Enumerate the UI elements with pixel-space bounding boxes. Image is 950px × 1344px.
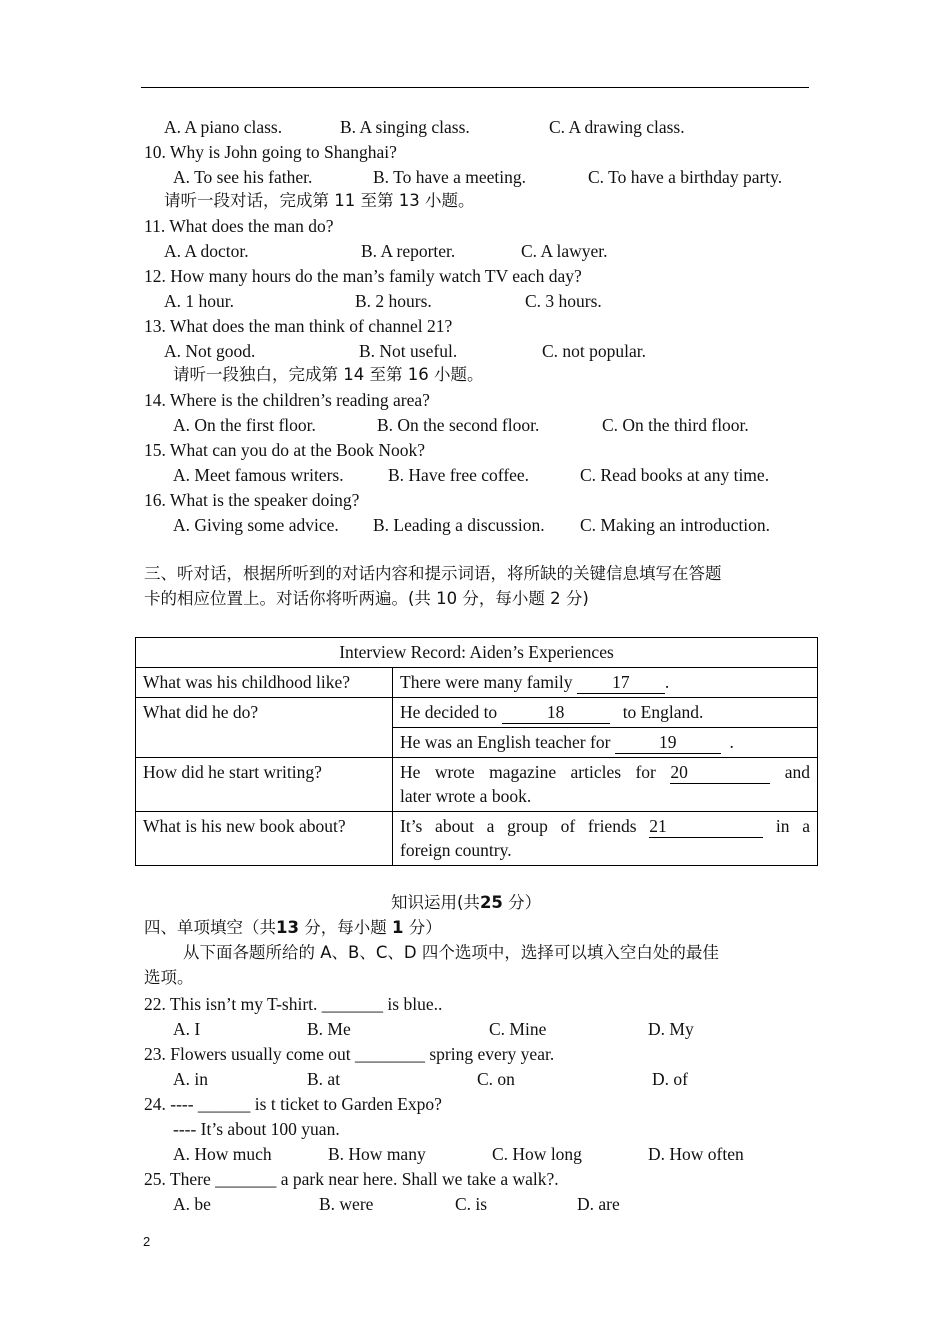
table-answer: There were many family 17 . [393,668,818,698]
q22-option-c: C. Mine [489,1019,547,1039]
q16-option-a: A. Giving some advice. [173,515,339,535]
section4-instruction-line1: 从下面各题所给的 A、B、C、D 四个选项中，选择可以填入空白处的最佳 [183,943,719,962]
q25-option-b: B. were [319,1194,374,1214]
blank-19: 19 [615,734,721,754]
table-answer: It’s about a group of friends 21 in a foreign country. [393,812,818,866]
section4-instruction-line2: 选项。 [144,968,194,987]
table-answer: He was an English teacher for 19 . [393,728,818,758]
q22-stem: 22. This isn’t my T-shirt. _______ is blue.. [144,994,443,1014]
table-row [136,758,818,812]
interview-record-table [135,637,818,866]
q10-option-a: A. To see his father. [173,167,313,187]
q14-option-c: C. On the third floor. [602,415,749,435]
table-question: What is his new book about? [136,812,393,866]
q14-stem: 14. Where is the children’s reading area? [144,390,430,410]
table-question: How did he start writing? [136,758,393,812]
q10-stem: 10. Why is John going to Shanghai? [144,142,397,162]
q24-option-c: C. How long [492,1144,582,1164]
table-title: Interview Record: Aiden’s Experiences [136,638,818,668]
q15-option-b: B. Have free coffee. [388,465,530,485]
q16-option-c: C. Making an introduction. [580,515,771,535]
q22-option-a: A. I [173,1019,201,1039]
table-row [136,668,818,698]
q11-option-b: B. A reporter. [361,241,456,261]
page-number: 2 [143,1234,151,1249]
q22-option-d: D. My [648,1019,694,1039]
q9-option-a: A. A piano class. [164,117,283,137]
section3-instruction-line1: 三、听对话，根据所听到的对话内容和提示词语，将所缺的关键信息填写在答题 [144,564,722,583]
q23-option-a: A. in [173,1069,208,1089]
q15-option-c: C. Read books at any time. [580,465,770,485]
q11-option-a: A. A doctor. [164,241,249,261]
q10-option-c: C. To have a birthday party. [588,167,783,187]
table-row [136,812,818,866]
q24-stem: 24. ---- ______ is t ticket to Garden Expo? [144,1094,442,1114]
q13-stem: 13. What does the man think of channel 21? [144,316,453,336]
q23-option-b: B. at [307,1069,341,1089]
q15-stem: 15. What can you do at the Book Nook? [144,440,426,460]
q22-option-b: B. Me [307,1019,351,1039]
q23-option-c: C. on [477,1069,515,1089]
blank-21: 21 [649,818,763,838]
table-row [136,698,818,728]
section4-heading: 四、单项填空（共13 分，每小题 1 分） [144,918,442,937]
q25-option-d: D. are [577,1194,620,1214]
blank-18: 18 [502,704,610,724]
dialogue-instruction: 请听一段对话，完成第 11 至第 13 小题。 [164,191,475,210]
q9-option-b: B. A singing class. [340,117,470,137]
q9-option-c: C. A drawing class. [549,117,685,137]
q24-option-b: B. How many [328,1144,426,1164]
q16-stem: 16. What is the speaker doing? [144,490,360,510]
q24-option-d: D. How often [648,1144,744,1164]
q10-option-b: B. To have a meeting. [373,167,526,187]
q13-option-b: B. Not useful. [359,341,458,361]
q25-stem: 25. There _______ a park near here. Shall we take a walk?. [144,1169,559,1189]
q24-option-a: A. How much [173,1144,272,1164]
header-rule [141,87,809,88]
table-question: What was his childhood like? [136,668,393,698]
q24-reply: ---- It’s about 100 yuan. [173,1119,340,1139]
q12-stem: 12. How many hours do the man’s family watch TV each day? [144,266,582,286]
table-answer: He wrote magazine articles for 20 and later wrote a book. [393,758,818,812]
q13-option-c: C. not popular. [542,341,647,361]
knowledge-heading: 知识运用(共25 分） [391,893,542,912]
q25-option-a: A. be [173,1194,211,1214]
blank-20: 20 [670,764,770,784]
table-question: What did he do? [136,698,393,758]
q12-option-c: C. 3 hours. [525,291,602,311]
q11-stem: 11. What does the man do? [144,216,334,236]
q12-option-a: A. 1 hour. [164,291,234,311]
blank-17: 17 [577,674,665,694]
section3-instruction-line2: 卡的相应位置上。对话你将听两遍。(共 10 分，每小题 2 分) [144,589,589,608]
q16-option-b: B. Leading a discussion. [373,515,545,535]
q23-stem: 23. Flowers usually come out ________ spring every year. [144,1044,555,1064]
q12-option-b: B. 2 hours. [355,291,432,311]
monologue-instruction: 请听一段独白，完成第 14 至第 16 小题。 [173,365,484,384]
q23-option-d: D. of [652,1069,688,1089]
q13-option-a: A. Not good. [164,341,256,361]
q11-option-c: C. A lawyer. [521,241,608,261]
q14-option-a: A. On the first floor. [173,415,316,435]
q25-option-c: C. is [455,1194,488,1214]
q15-option-a: A. Meet famous writers. [173,465,344,485]
table-answer: He decided to 18 to England. [393,698,818,728]
q14-option-b: B. On the second floor. [377,415,540,435]
